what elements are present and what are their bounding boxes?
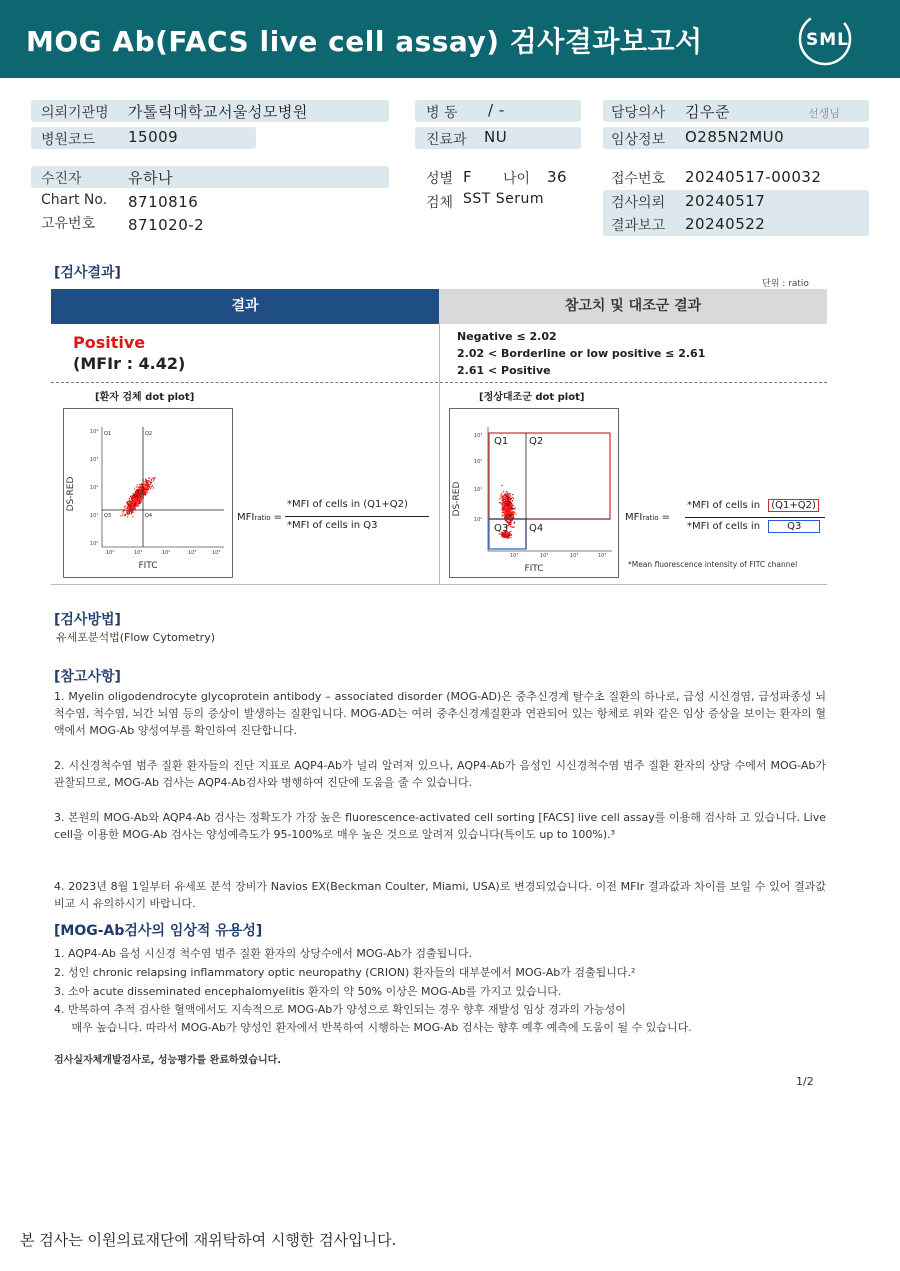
reference-negative: Negative ≤ 2.02 [457, 330, 557, 343]
method-text: 유세포분석법(Flow Cytometry) [56, 631, 216, 644]
patient-q4-label: Q4 [145, 513, 153, 519]
age-label: 나이 [503, 171, 531, 187]
sex-label: 성별 [426, 171, 454, 187]
doctor-suffix: 선생님 [808, 107, 840, 120]
clinical-item-1: 1. AQP4-Ab 음성 시신경 척수염 범주 질환 환자의 상당수에서 MOG-Ab가 검출됩니다. [54, 947, 472, 960]
request-date-value: 20240517 [685, 192, 766, 210]
clinical-section-title: [MOG-Ab검사의 임상적 유용성] [54, 923, 263, 939]
chart-no-value: 8710816 [128, 193, 199, 211]
report-title: MOG Ab(FACS live cell assay) 검사결과보고서 [26, 25, 703, 58]
clinical-info-label: 임상정보 [611, 132, 666, 148]
report-date-value: 20240522 [685, 215, 766, 233]
patient-q2-label: Q2 [145, 431, 153, 437]
reference-positive: 2.61 < Positive [457, 364, 551, 377]
receipt-value: 20240517-00032 [685, 168, 822, 186]
control-formula-denominator: *MFI of cells in Q3 [687, 520, 820, 533]
hospital-code-label: 병원코드 [41, 132, 96, 148]
unit-label: 단위 : ratio [762, 279, 809, 289]
report-date-label: 결과보고 [611, 218, 666, 234]
department-label: 진료과 [426, 132, 467, 148]
patient-q3-label: Q3 [104, 513, 112, 519]
patient-formula-numerator: *MFI of cells in (Q1+Q2) [287, 499, 408, 510]
patient-dot-plot [63, 408, 233, 578]
control-x-axis-label: FITC [524, 564, 544, 574]
control-y-axis-label: DS-RED [452, 481, 462, 517]
department-value: NU [484, 128, 508, 146]
svg-text:10³: 10³ [474, 433, 483, 439]
svg-text:10²: 10² [162, 550, 171, 556]
chart-no-label: Chart No. [41, 192, 108, 208]
q3-highlight-box: Q3 [768, 520, 820, 533]
svg-text:10²: 10² [540, 553, 549, 559]
sex-value: F [463, 168, 473, 186]
control-formula-numerator: *MFI of cells in (Q1+Q2) [687, 499, 819, 512]
clinical-item-4: 4. 반복하여 추적 검사한 혈액에서도 지속적으로 MOG-Ab가 양성으로 확인되는 경우 향후 재발성 임상 경과의 가능성이 [54, 1003, 626, 1016]
q1q2-highlight-box: (Q1+Q2) [768, 499, 819, 512]
age-value: 36 [547, 168, 568, 186]
svg-text:10³: 10³ [90, 457, 99, 463]
institution-value: 가톨릭대학교서울성모병원 [128, 103, 308, 121]
svg-text:10²: 10² [474, 459, 483, 465]
note-item-2: 2. 시신경척수염 범주 질환 환자들의 진단 지표로 AQP4-Ab가 널리 알려져 있으나, AQP4-Ab가 음성인 시신경척수염 범주 질환 환자의 상당 수에서 MOG-Ab가 관찰되므로, MOG-Ab 검사는 AQP4-Ab검사와 병행하여 진단에 도움을 줄 수 있습니다. [54, 759, 826, 789]
reference-borderline: 2.02 < Borderline or low positive ≤ 2.61 [457, 347, 706, 360]
ward-label: 병 동 [426, 105, 458, 121]
patient-mfi-label: MFIratio = [237, 512, 283, 523]
note-item-3: 3. 본원의 MOG-Ab와 AQP4-Ab 검사는 정확도가 가장 높은 fluorescence-activated cell sorting [FACS] live cell assay를 이용해 검사하 고 있습니다. Live cell을 이용한 MOG-Ab 검사는 양성예측도가 95-100%로 매우 높은 것으로 알려져 있습니다(특이도 up to 100%).³ [54, 811, 826, 841]
control-q2-label: Q2 [529, 436, 544, 447]
patient-value: 유하나 [128, 169, 173, 187]
receipt-label: 접수번호 [611, 171, 666, 187]
results-section-title: [검사결과] [54, 265, 121, 281]
reference-column-header: 참고치 및 대조군 결과 [439, 289, 827, 324]
svg-text:10⁴: 10⁴ [212, 550, 221, 556]
clinical-info-value: O285N2MU0 [685, 128, 785, 146]
doctor-label: 담당의사 [611, 105, 666, 121]
page-number: 1/2 [796, 1075, 814, 1088]
clinical-item-3: 3. 소아 acute disseminated encephalomyelitis 환자의 약 50% 이상은 MOG-Ab를 가지고 있습니다. [54, 985, 562, 998]
svg-text:10¹: 10¹ [474, 487, 483, 493]
patient-formula-denominator: *MFI of cells in Q3 [287, 520, 378, 531]
reference-ranges [457, 328, 705, 379]
specimen-label: 검체 [426, 195, 454, 211]
results-table [51, 289, 827, 585]
svg-text:10³: 10³ [188, 550, 197, 556]
clinical-item-2: 2. 성인 chronic relapsing inflammatory optic neuropathy (CRION) 환자들의 대부분에서 MOG-Ab가 검출됩니다.² [54, 966, 636, 979]
unique-no-label: 고유번호 [41, 216, 96, 232]
svg-text:10²: 10² [90, 485, 99, 491]
patient-q1-label: Q1 [104, 431, 112, 437]
consignment-note: 본 검사는 이원의료재단에 재위탁하여 시행한 검사입니다. [20, 1231, 397, 1249]
control-q1-label: Q1 [494, 436, 509, 447]
validation-note: 검사실자체개발검사로, 성능평가를 완료하였습니다. [54, 1055, 282, 1066]
control-q3-label: Q3 [494, 523, 509, 534]
control-mfi-label: MFIratio = [625, 512, 671, 523]
svg-text:10⁰: 10⁰ [474, 517, 483, 523]
patient-y-axis-label: DS-RED [66, 476, 76, 512]
institution-label: 의뢰기관명 [41, 105, 109, 121]
patient-plot-title: [환자 검체 dot plot] [95, 392, 195, 403]
result-status: Positive [73, 333, 146, 352]
hospital-code-value: 15009 [128, 128, 179, 146]
svg-text:10⁴: 10⁴ [598, 553, 607, 559]
clinical-item-4-cont: 매우 높습니다. 따라서 MOG-Ab가 양성인 환자에서 반복하여 시행하는 MOG-Ab 검사는 향후 예후 예측에 도움이 될 수 있습니다. [54, 1021, 692, 1034]
method-section-title: [검사방법] [54, 612, 121, 628]
patient-x-axis-label: FITC [138, 561, 158, 571]
svg-text:10⁴: 10⁴ [90, 429, 99, 435]
doctor-value: 김우준 [685, 103, 730, 121]
ward-value: / - [488, 101, 505, 119]
result-value: (MFIr : 4.42) [73, 354, 186, 373]
unique-no-value: 871020-2 [128, 216, 205, 234]
note-item-1: 1. Myelin oligodendrocyte glycoprotein antibody – associated disorder (MOG-AD)은 중추신경계 탈수초 질환의 하나로, 급성 시신경염, 급성파종성 뇌척수염, 척수염, 뇌간 뇌염 등의 증상이 발생하는 질환입니다. MOG-AD는 여러 중추신경계질환과 연관되어 있는 항체로 위와 같은 임상 증상을 보이는 환자의 혈액에서 MOG-Ab 양성여부를 확인하여 진단합니다. [54, 690, 826, 737]
logo-text: SML [806, 30, 849, 50]
result-column-header: 결과 [51, 289, 439, 324]
patient-label: 수진자 [41, 171, 82, 187]
svg-text:10¹: 10¹ [90, 513, 99, 519]
control-q4-label: Q4 [529, 523, 544, 534]
svg-text:10¹: 10¹ [134, 550, 143, 556]
svg-text:10⁰: 10⁰ [106, 550, 115, 556]
note-item-4: 4. 2023년 8월 1일부터 유세포 분석 장비가 Navios EX(Beckman Coulter, Miami, USA)로 변경되었습니다. 이전 MFIr 결과값과 차이를 보일 수 있어 결과값 비교 시 유의하시기 바랍니다. [54, 880, 826, 910]
svg-text:10³: 10³ [570, 553, 579, 559]
report-header [0, 0, 900, 78]
request-date-label: 검사의뢰 [611, 195, 666, 211]
notes-section-title: [참고사항] [54, 669, 121, 685]
svg-text:10⁰: 10⁰ [90, 541, 99, 547]
control-dot-plot [449, 408, 619, 578]
control-plot-title: [정상대조군 dot plot] [479, 392, 585, 403]
specimen-value: SST Serum [463, 191, 545, 207]
svg-text:10¹: 10¹ [510, 553, 519, 559]
mfi-footnote: *Mean fluorescence intensity of FITC channel [628, 560, 798, 569]
